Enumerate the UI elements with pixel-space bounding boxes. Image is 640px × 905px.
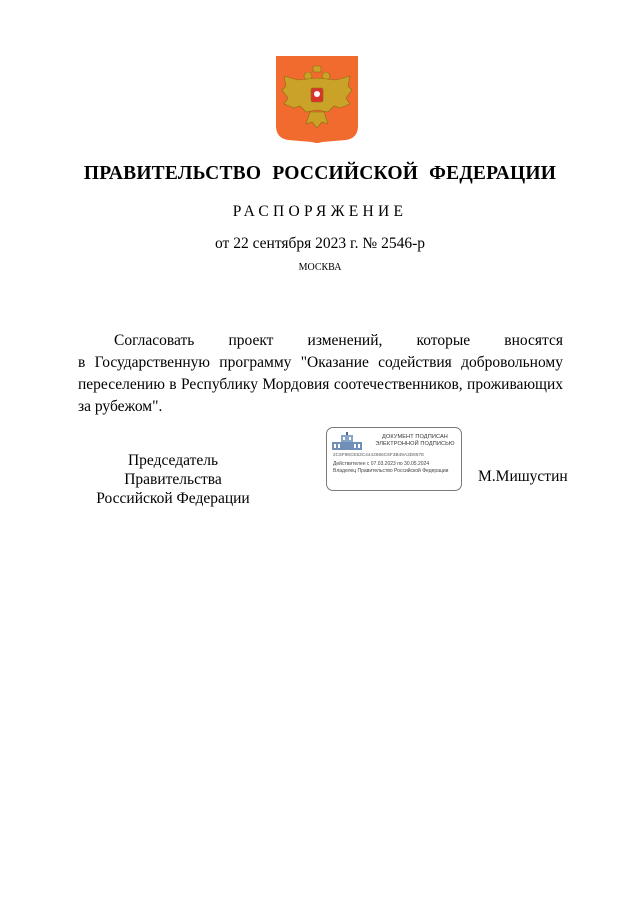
- government-title: ПРАВИТЕЛЬСТВО РОССИЙСКОЙ ФЕДЕРАЦИИ: [83, 163, 557, 184]
- signer-position-line: Российской Федерации: [96, 490, 250, 507]
- document-type: РАСПОРЯЖЕНИЕ: [232, 203, 408, 220]
- certificate-owner: Владелец Правительство Российской Федерации: [333, 468, 449, 474]
- order-text-line: в Государственную программу "Оказание содействия добровольному: [78, 354, 563, 371]
- stamp-heading-line: ЭЛЕКТРОННОЙ ПОДПИСЬЮ: [375, 441, 455, 447]
- electronic-signature-stamp: [326, 427, 462, 491]
- coat-of-arms-icon: [276, 56, 358, 144]
- document-city: МОСКВА: [298, 262, 342, 273]
- order-text: [78, 330, 563, 418]
- signer-position-line: Председатель Правительства: [124, 452, 222, 488]
- document-date-number: от 22 сентября 2023 г. № 2546-р: [215, 235, 425, 252]
- order-text-line: переселению в Республику Мордовия соотечественников, проживающих: [78, 376, 563, 393]
- government-building-icon: [332, 432, 362, 450]
- certificate-number: 2C6F98CE53C4442666C6F3B49A3D867E: [333, 452, 425, 457]
- signer-position: [78, 451, 268, 508]
- order-text-line: за рубежом".: [78, 398, 163, 415]
- stamp-heading: [369, 434, 461, 448]
- signer-name: М.Мишустин: [478, 468, 568, 485]
- certificate-validity: Действителен с 07.03.2023 по 30.05.2024: [333, 461, 430, 467]
- order-text-line: Согласовать проект изменений, которые вносятся: [114, 332, 563, 349]
- stamp-heading-line: ДОКУМЕНТ ПОДПИСАН: [382, 434, 448, 440]
